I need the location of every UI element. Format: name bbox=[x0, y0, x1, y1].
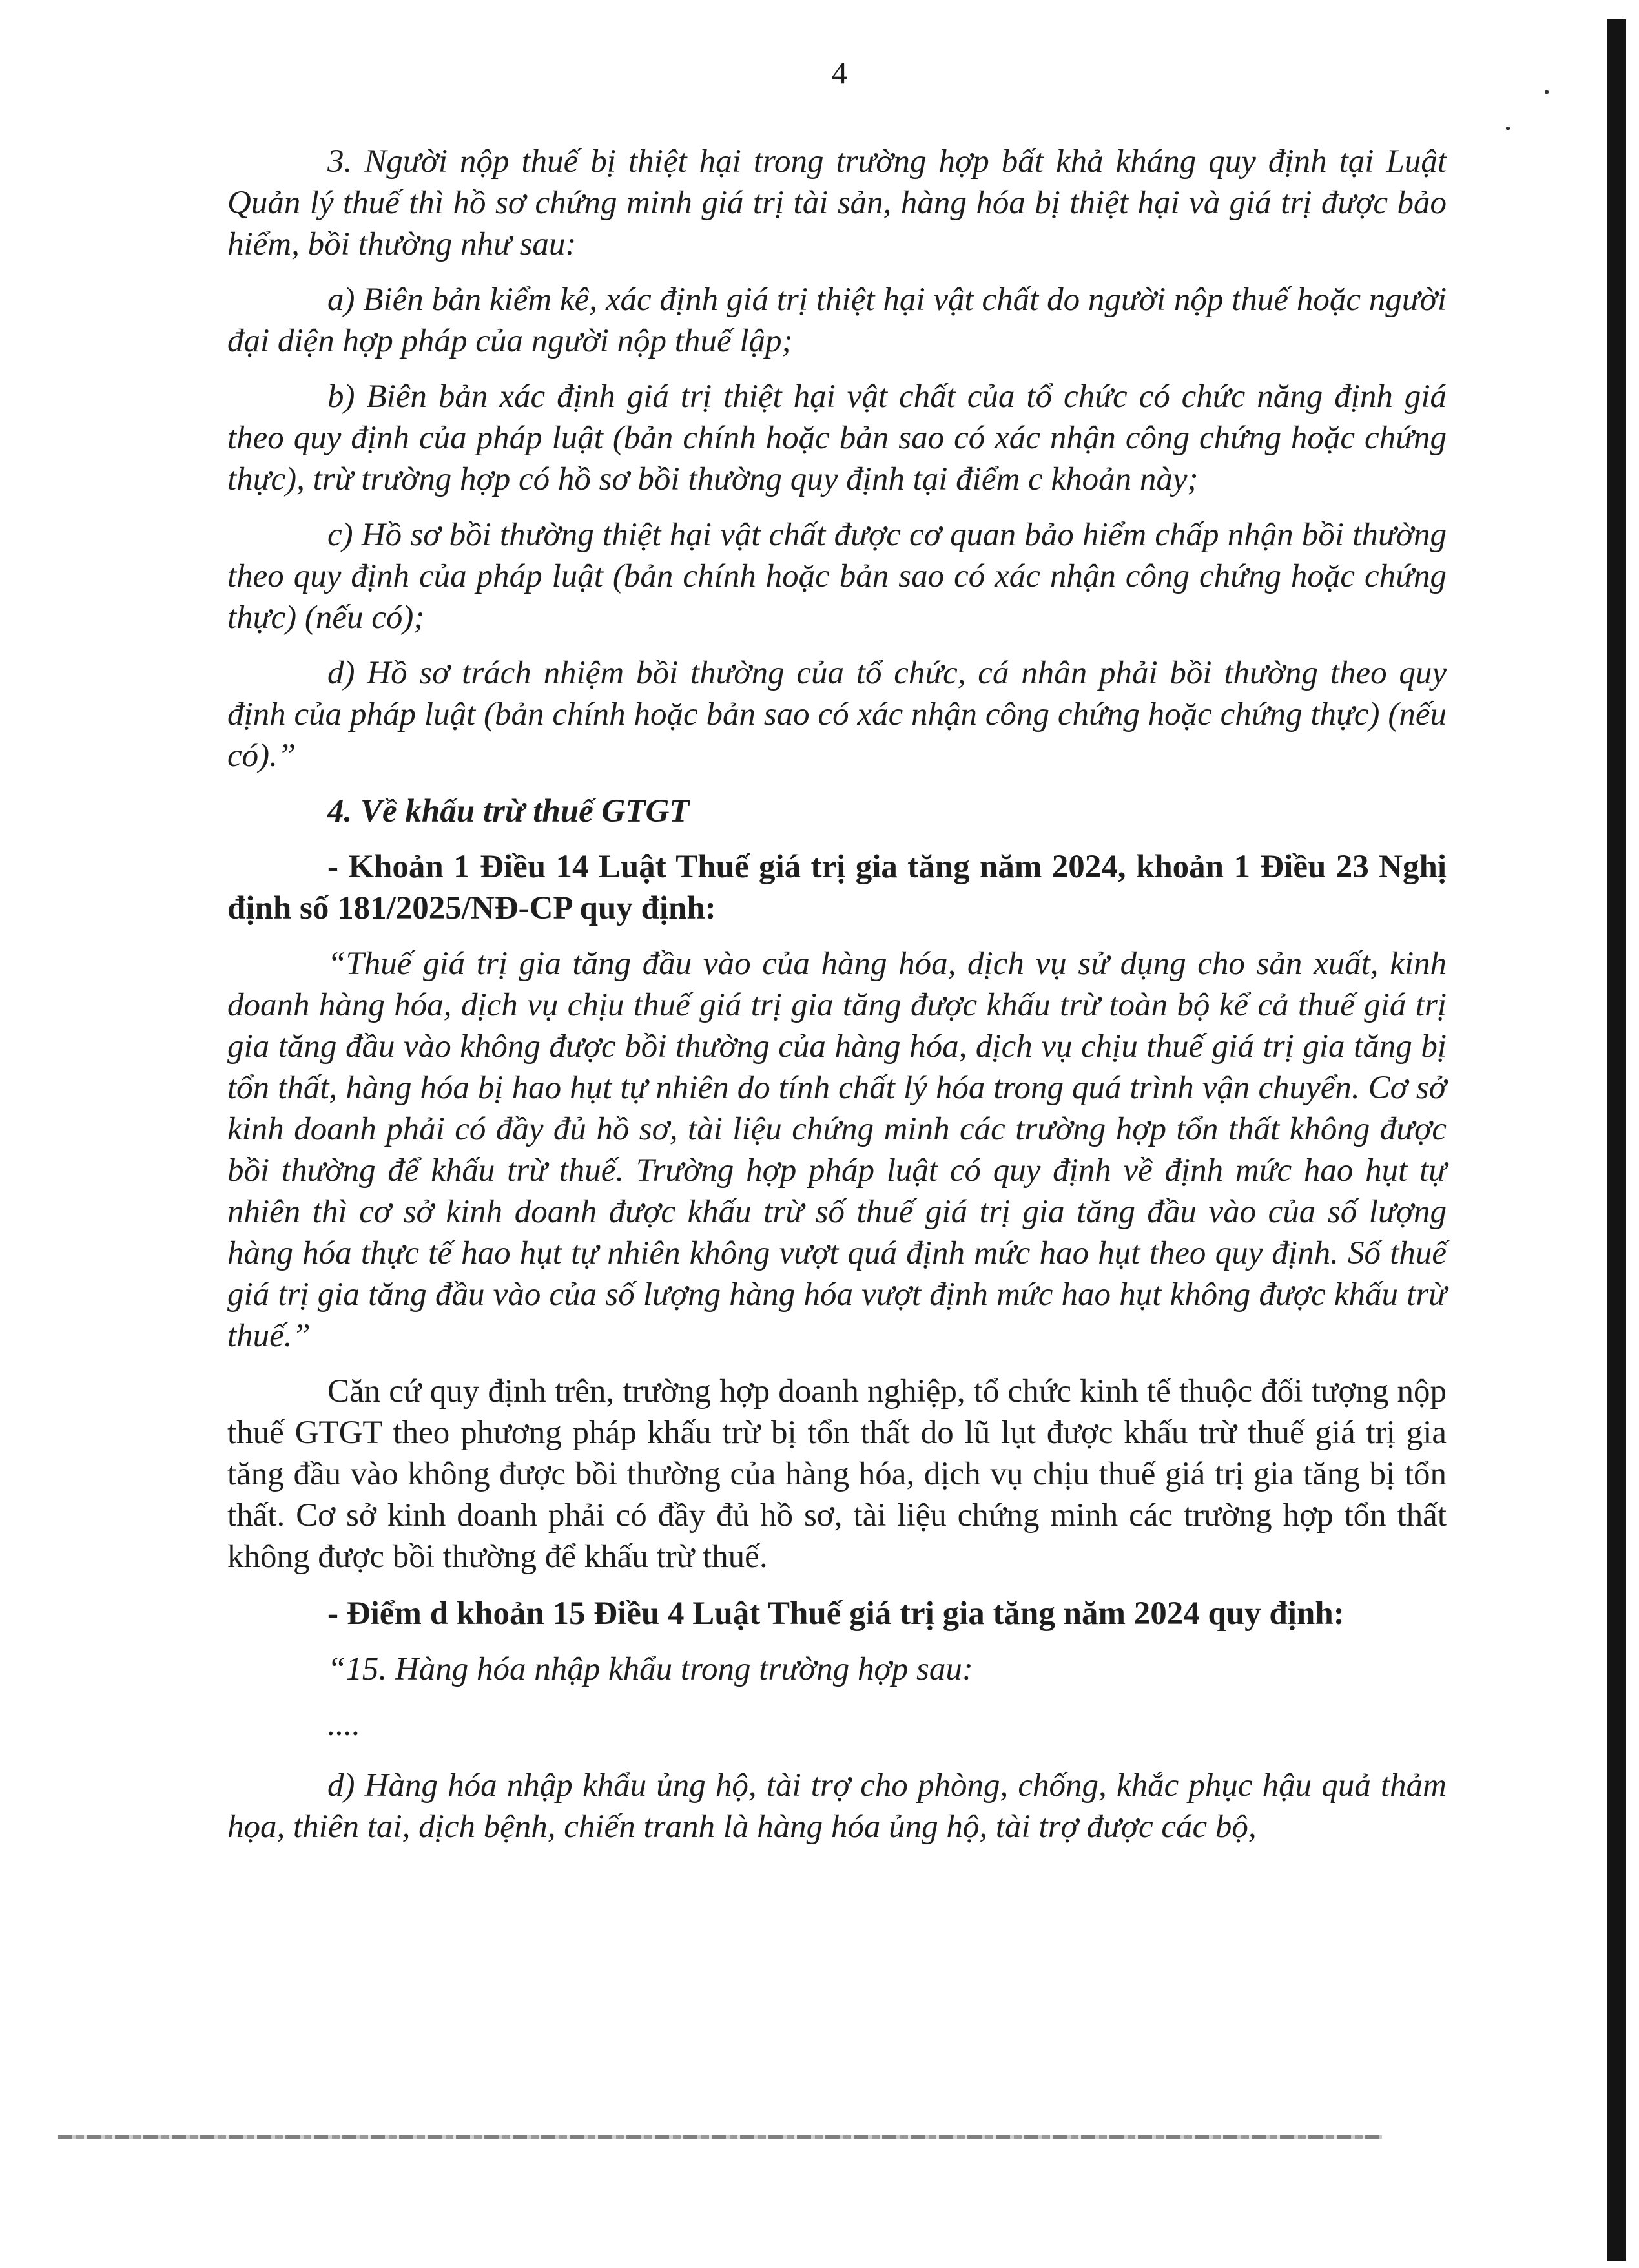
paragraph-item-c: c) Hồ sơ bồi thường thiệt hại vật chất được cơ quan bảo hiểm chấp nhận bồi thường theo quy định của pháp luật (bản chính hoặc bản sao có xác nhận công chứng hoặc chứng thực) (nếu có); bbox=[227, 517, 1447, 636]
document-body bbox=[227, 141, 1447, 1873]
ellipsis: .... bbox=[327, 1707, 360, 1743]
quoted-regulation: “Thuế giá trị gia tăng đầu vào của hàng hóa, dịch vụ sử dụng cho sản xuất, kinh doanh hàng hóa, dịch vụ chịu thuế giá trị gia tăng được khấu trừ toàn bộ kể cả thuế giá trị gia tăng đầu vào không được bồi thường của hàng hóa, dịch vụ chịu thuế giá trị gia tăng bị tổn thất, hàng hóa bị hao hụt tự nhiên do tính chất lý hóa trong quá trình vận chuyển. Cơ sở kinh doanh phải có đầy đủ hồ sơ, tài liệu chứng minh các trường hợp tổn thất không được bồi thường để khấu trừ thuế. Trường hợp pháp luật có quy định về định mức hao hụt tự nhiên thì cơ sở kinh doanh được khấu trừ số thuế giá trị gia tăng đầu vào của số lượng hàng hóa thực tế hao hụt tự nhiên không vượt quá định mức hao hụt theo quy định. Số thuế giá trị gia tăng đầu vào của số lượng hàng hóa vượt định mức hao hụt không được khấu trừ thuế.” bbox=[227, 946, 1447, 1354]
scan-border bbox=[1607, 19, 1626, 2261]
quoted-clause-15: “15. Hàng hóa nhập khẩu trong trường hợp sau: bbox=[327, 1651, 973, 1687]
legal-citation-heading: - Khoản 1 Điều 14 Luật Thuế giá trị gia tăng năm 2024, khoản 1 Điều 23 Nghị định số 181/2025/NĐ-CP quy định: bbox=[227, 849, 1447, 926]
scan-artifact-line bbox=[58, 2135, 1382, 2139]
quoted-item-d: d) Hàng hóa nhập khẩu ủng hộ, tài trợ cho phòng, chống, khắc phục hậu quả thảm họa, thiên tai, dịch bệnh, chiến tranh là hàng hóa ủng hộ, tài trợ được các bộ, bbox=[227, 1767, 1447, 1845]
page-number: 4 bbox=[831, 55, 848, 90]
paragraph-item-d: d) Hồ sơ trách nhiệm bồi thường của tổ chức, cá nhân phải bồi thường theo quy định của pháp luật (bản chính hoặc bản sao có xác nhận công chứng hoặc chứng thực) (nếu có).” bbox=[227, 655, 1447, 774]
paragraph-item-b: b) Biên bản xác định giá trị thiệt hại vật chất của tổ chức có chức năng định giá theo quy định của pháp luật (bản chính hoặc bản sao có xác nhận công chứng hoặc chứng thực), trừ trường hợp có hồ sơ bồi thường quy định tại điểm c khoản này; bbox=[227, 379, 1447, 497]
legal-citation-heading-2: - Điểm d khoản 15 Điều 4 Luật Thuế giá trị gia tăng năm 2024 quy định: bbox=[327, 1596, 1345, 1632]
paragraph-clause-3: 3. Người nộp thuế bị thiệt hại trong trường hợp bất khả kháng quy định tại Luật Quản lý thuế thì hồ sơ chứng minh giá trị tài sản, hàng hóa bị thiệt hại và giá trị được bảo hiểm, bồi thường như sau: bbox=[227, 143, 1447, 262]
section-heading-vat-deduction: 4. Về khấu trừ thuế GTGT bbox=[327, 793, 690, 829]
analysis-paragraph: Căn cứ quy định trên, trường hợp doanh nghiệp, tổ chức kinh tế thuộc đối tượng nộp thuế GTGT theo phương pháp khấu trừ bị tổn thất do lũ lụt được khấu trừ thuế giá trị gia tăng đầu vào không được bồi thường của hàng hóa, dịch vụ chịu thuế giá trị gia tăng bị tổn thất. Cơ sở kinh doanh phải có đầy đủ hồ sơ, tài liệu chứng minh các trường hợp tổn thất không được bồi thường để khấu trừ thuế. bbox=[227, 1373, 1447, 1575]
paragraph-item-a: a) Biên bản kiểm kê, xác định giá trị thiệt hại vật chất do người nộp thuế hoặc người đại diện hợp pháp của người nộp thuế lập; bbox=[227, 282, 1447, 359]
scan-speck bbox=[1506, 127, 1510, 130]
